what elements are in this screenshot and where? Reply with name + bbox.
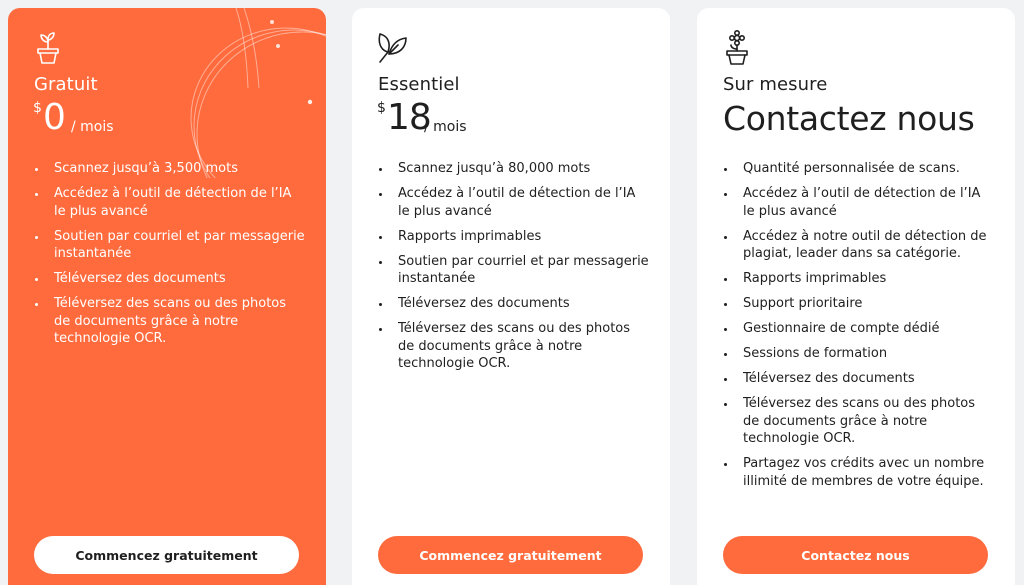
decorative-curves: [176, 8, 326, 178]
feature-item: Soutien par courriel et par messagerie instantanée: [379, 253, 649, 288]
feature-item: Téléversez des scans ou des photos de documents grâce à notre technologie OCR.: [724, 395, 994, 448]
feature-item: Téléversez des scans ou des photos de documents grâce à notre technologie OCR.: [35, 295, 305, 348]
feature-item: Quantité personnalisée de scans.: [724, 160, 994, 178]
feature-list: [379, 160, 649, 380]
potted-flower-icon: [721, 30, 753, 66]
price-period: / mois: [424, 119, 467, 135]
currency-symbol: $: [33, 100, 42, 116]
feature-item: Rapports imprimables: [379, 228, 649, 246]
price-period: / mois: [71, 119, 114, 135]
feature-list: [35, 160, 305, 355]
plan-name: Gratuit: [34, 74, 98, 95]
feature-item: Gestionnaire de compte dédié: [724, 320, 994, 338]
feature-item: Soutien par courriel et par messagerie instantanée: [35, 228, 305, 263]
feature-item: Partagez vos crédits avec un nombre illimité de membres de votre équipe.: [724, 455, 994, 490]
plan-card-gratuit: [8, 8, 326, 585]
price-headline: Contactez nous: [723, 99, 975, 138]
feature-item: Scannez jusqu’à 3,500 mots: [35, 160, 305, 178]
feature-item: Accédez à l’outil de détection de l’IA le plus avancé: [35, 185, 305, 220]
feature-item: Accédez à l’outil de détection de l’IA le plus avancé: [724, 185, 994, 220]
plan-name: Sur mesure: [723, 74, 828, 95]
plan-name: Essentiel: [378, 74, 460, 95]
plan-card-sur-mesure: [697, 8, 1015, 585]
feature-item: Téléversez des documents: [35, 270, 305, 288]
currency-symbol: $: [377, 100, 386, 116]
feature-item: Support prioritaire: [724, 295, 994, 313]
contact-us-button[interactable]: Contactez nous: [723, 536, 988, 574]
price-amount: 18: [387, 97, 431, 138]
feature-item: Rapports imprimables: [724, 270, 994, 288]
plan-card-essentiel: [352, 8, 670, 585]
feature-item: Téléversez des documents: [379, 295, 649, 313]
start-free-button[interactable]: Commencez gratuitement: [378, 536, 643, 574]
feature-item: Accédez à notre outil de détection de plagiat, leader dans sa catégorie.: [724, 228, 994, 263]
feature-item: Scannez jusqu’à 80,000 mots: [379, 160, 649, 178]
feature-item: Téléversez des documents: [724, 370, 994, 388]
start-free-button[interactable]: Commencez gratuitement: [34, 536, 299, 574]
feature-item: Téléversez des scans ou des photos de documents grâce à notre technologie OCR.: [379, 320, 649, 373]
feature-item: Accédez à l’outil de détection de l’IA le plus avancé: [379, 185, 649, 220]
leaves-icon: [376, 30, 408, 66]
potted-sprout-icon: [32, 30, 64, 66]
feature-list: [724, 160, 994, 498]
feature-item: Sessions de formation: [724, 345, 994, 363]
price-amount: 0: [43, 97, 65, 138]
